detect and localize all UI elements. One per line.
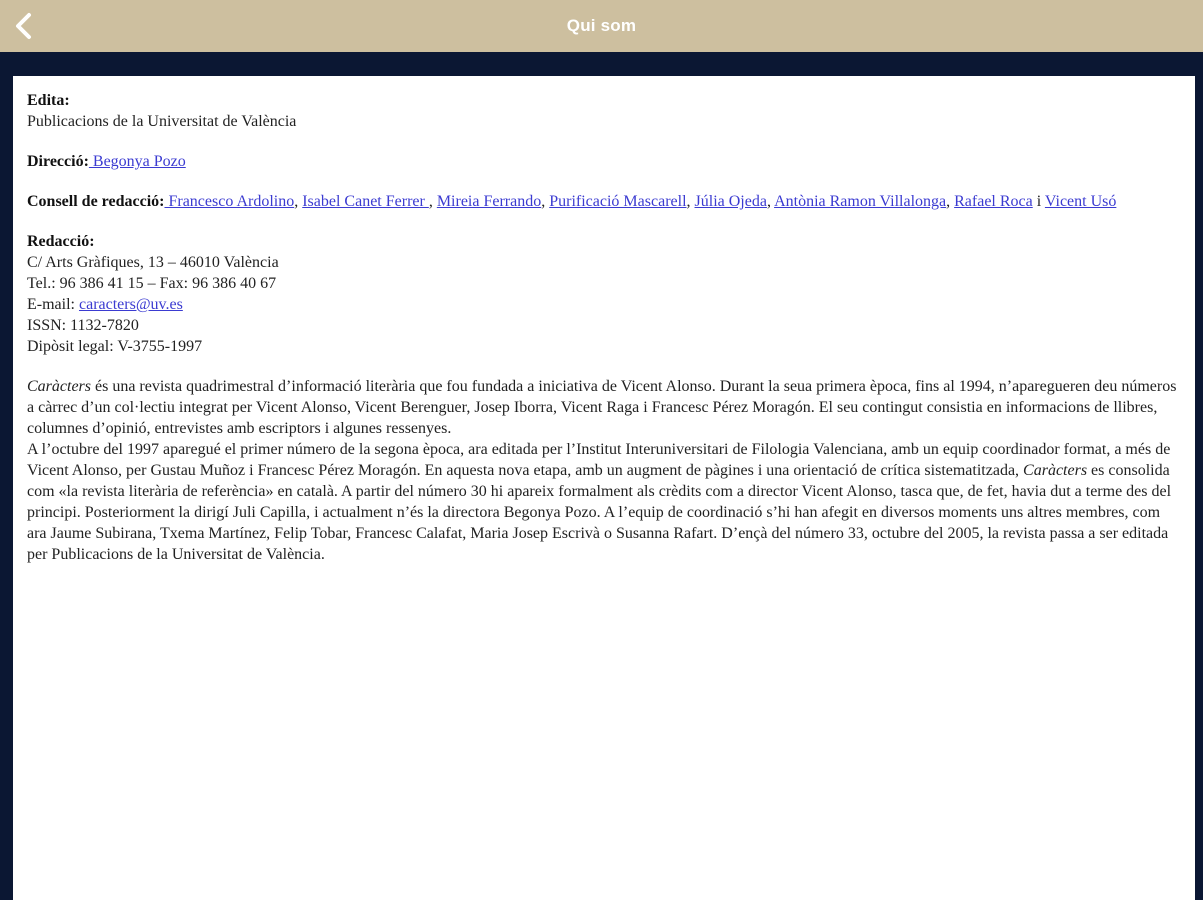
- magazine-title: Caràcters: [1023, 462, 1088, 479]
- email-link[interactable]: caracters@uv.es: [78, 296, 183, 313]
- page-title: Qui som: [566, 16, 637, 35]
- redaccio-section: [27, 231, 1181, 357]
- edita-section: [27, 90, 1181, 132]
- consell-member-link[interactable]: Francesco Ardolino: [164, 193, 295, 210]
- about-paragraph-2: [27, 439, 1181, 565]
- consell-member-link[interactable]: Mireia Ferrando: [436, 193, 542, 210]
- content-panel: [13, 76, 1195, 900]
- consell-member-link[interactable]: Rafael Roca: [954, 193, 1033, 210]
- redaccio-label: Redacció:: [27, 233, 95, 250]
- about-paragraph-1: [27, 376, 1181, 439]
- consell-member-link[interactable]: Antònia Ramon Villalonga: [774, 193, 947, 210]
- consell-member-link[interactable]: Isabel Canet Ferrer: [302, 193, 429, 210]
- chevron-left-icon: [13, 12, 35, 40]
- consell-conjunction: i: [1032, 193, 1045, 210]
- top-bar: [0, 0, 1203, 52]
- direccio-link[interactable]: Begonya Pozo: [88, 153, 186, 170]
- direccio-section: [27, 151, 1181, 172]
- edita-value: Publicacions de la Universitat de València: [27, 113, 297, 130]
- redaccio-phone: Tel.: 96 386 41 15 – Fax: 96 386 40 67: [27, 275, 277, 292]
- redaccio-issn: ISSN: 1132-7820: [27, 317, 139, 334]
- consell-section: Consell de redacció: Francesco Ardolino, Isabel Canet Ferrer , Mireia Ferrando, Purificació Mascarell, Júlia Ojeda, Antònia Ramon Villalonga, Rafael Roca i Vicent Usó: [27, 193, 1117, 210]
- magazine-title: Caràcters: [27, 378, 91, 395]
- about-section: [27, 376, 1181, 565]
- back-button[interactable]: [6, 8, 42, 44]
- consell-label: Consell de redacció:: [27, 193, 165, 210]
- about-text-2b: es consolida com «la revista literària de referència» en català. A partir del número 30 hi apareix formalment als crèdits com a director Vicent Alonso, tasca que, de fet, havia dut a terme des del principi. Posteriorment la dirigí Juli Capilla, i actualment n’és la directora Begonya Pozo. A l’equip de coordinació s’hi han afegit en diversos moments uns altres membres, com ara Jaume Subirana, Txema Martínez, Felip Tobar, Francesc Calafat, Maria Josep Escrivà o Susanna Rafart. D’ençà del número 33, octubre del 2005, la revista passa a ser editada per Publicacions de la Universitat de València.: [27, 462, 1172, 563]
- redaccio-address: C/ Arts Gràfiques, 13 – 46010 València: [27, 254, 279, 271]
- redaccio-diposit: Dipòsit legal: V-3755-1997: [27, 338, 203, 355]
- email-label: E-mail:: [27, 296, 79, 313]
- direccio-label: Direcció:: [27, 153, 89, 170]
- redaccio-email-line: [27, 294, 1181, 315]
- top-divider-band: [0, 52, 1203, 76]
- consell-member-link[interactable]: Vicent Usó: [1044, 193, 1117, 210]
- edita-label: Edita:: [27, 92, 70, 109]
- consell-member-link[interactable]: Purificació Mascarell: [549, 193, 687, 210]
- about-text-1: és una revista quadrimestral d’informació literària que fou fundada a iniciativa de Vicent Alonso. Durant la seua primera època, fins al 1994, n’aparegueren deu números a càrrec d’un col·lectiu integrat per Vicent Alonso, Vicent Berenguer, Josep Iborra, Vicent Raga i Francesc Pérez Moragón. El seu contingut consistia en informacions de llibres, columnes d’opinió, entrevistes amb escriptors i algunes ressenyes.: [27, 378, 1177, 437]
- consell-member-link[interactable]: Júlia Ojeda: [694, 193, 767, 210]
- about-text-2a: A l’octubre del 1997 aparegué el primer número de la segona època, ara editada per l’Institut Interuniversitari de Filologia Valenciana, amb un equip coordinador format, a més de Vicent Alonso, per Gustau Muñoz i Francesc Pérez Moragón. En aquesta nova etapa, amb un augment de pàgines i una orientació de crítica sistematitzada,: [27, 441, 1171, 479]
